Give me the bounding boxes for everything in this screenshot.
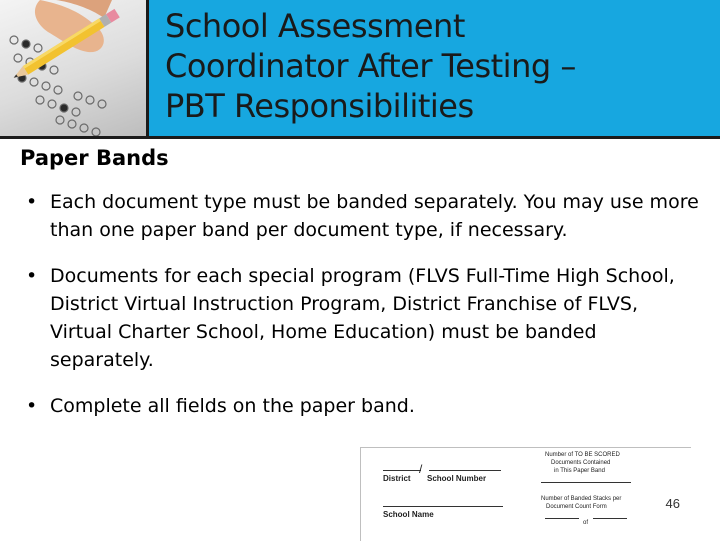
school-name-label: School Name bbox=[383, 510, 434, 519]
banded-count-line bbox=[545, 518, 579, 519]
section-heading: Paper Bands bbox=[20, 146, 169, 170]
slide-title bbox=[165, 6, 710, 126]
title-banner bbox=[0, 0, 720, 139]
scored-label-line-3: in This Paper Band bbox=[554, 468, 605, 474]
page-number: 46 bbox=[665, 496, 680, 511]
scored-label-line-1: Number of TO BE SCORED bbox=[545, 452, 620, 458]
scored-label-line-2: Documents Contained bbox=[551, 460, 611, 466]
bullet-item bbox=[22, 392, 702, 420]
slide-title-line-3: PBT Responsibilities bbox=[165, 87, 474, 125]
bullet-text: Documents for each special program (FLVS Full-Time High School, District Virtual Instruction Program, District Franchise of FLVS, Virtual Charter School, Home Education) must be banded separately. bbox=[50, 265, 675, 371]
slide-title-line-1: School Assessment bbox=[165, 7, 465, 45]
banded-total-line bbox=[593, 518, 627, 519]
scored-count-line bbox=[541, 482, 631, 483]
banded-label-line-2: Document Count Form bbox=[546, 504, 607, 510]
paper-band-image bbox=[360, 447, 691, 541]
school-number-label: School Number bbox=[427, 474, 487, 483]
school-name-line bbox=[383, 506, 503, 507]
slash-label: / bbox=[419, 462, 423, 476]
bullet-dot-icon: • bbox=[26, 191, 38, 213]
district-label: District bbox=[383, 474, 411, 483]
bullet-item bbox=[22, 262, 702, 374]
bullet-item bbox=[22, 188, 702, 244]
banded-label-line-1: Number of Banded Stacks per bbox=[541, 496, 622, 502]
bullet-list bbox=[22, 188, 702, 438]
of-label: of bbox=[583, 520, 589, 526]
bullet-text: Each document type must be banded separately. You may use more than one paper band per document type, if necessary. bbox=[50, 191, 699, 241]
answer-sheet-pencil-image bbox=[0, 0, 149, 136]
district-line bbox=[383, 470, 421, 471]
bullet-dot-icon: • bbox=[26, 395, 38, 417]
slide-title-line-2: Coordinator After Testing – bbox=[165, 47, 576, 85]
bullet-text: Complete all fields on the paper band. bbox=[50, 395, 415, 417]
school-number-line bbox=[429, 470, 501, 471]
bullet-dot-icon: • bbox=[26, 265, 38, 287]
answer-sheet-illustration bbox=[0, 0, 146, 136]
